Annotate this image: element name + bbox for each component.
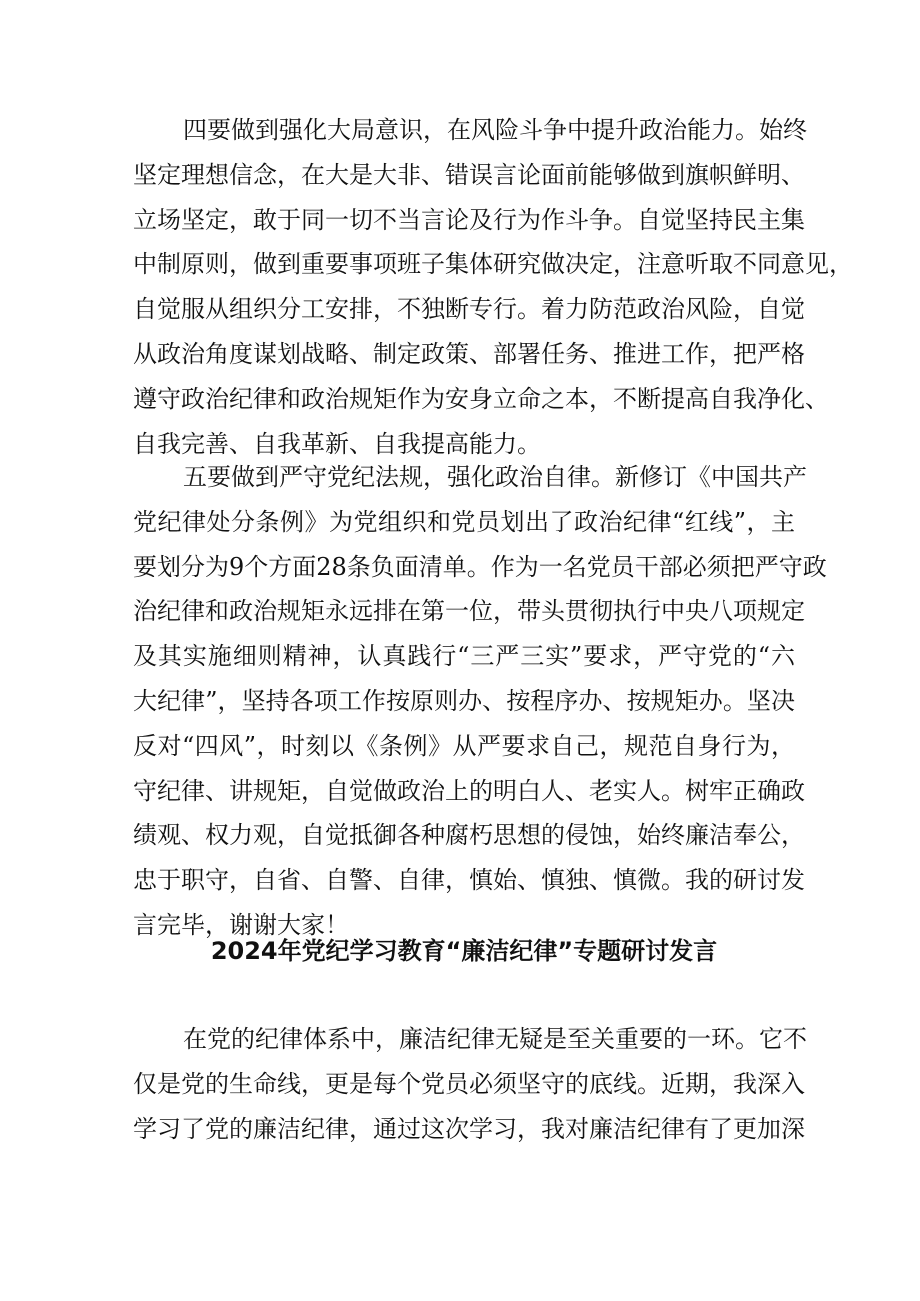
paragraph-line: 自觉服从组织分工安排，不独断专行。着力防范政治风险，自觉 — [133, 295, 805, 324]
paragraph-2 — [133, 455, 827, 948]
paragraph-line: 忠于职守，自省、自警、自律，慎始、慎独、慎微。我的研讨发 — [133, 866, 805, 895]
paragraph-line: 言完毕，谢谢大家！ — [133, 910, 349, 939]
paragraph-line: 党纪律处分条例》为党组织和党员划出了政治纪律“红线”，主 — [133, 507, 795, 536]
paragraph-3 — [133, 1017, 807, 1151]
paragraph-line: 要划分为9个方面28条负面清单。作为一名党员干部必须把严守政 — [133, 552, 827, 581]
paragraph-line: 五要做到严守党纪法规，强化政治自律。新修订《中国共产 — [183, 463, 807, 491]
paragraph-line: 绩观、权力观，自觉抵御各种腐朽思想的侵蚀，始终廉洁奉公， — [133, 821, 805, 850]
paragraph-line: 守纪律、讲规矩，自觉做政治上的明白人、老实人。树牢正确政 — [133, 776, 805, 805]
section-heading: 2024年党纪学习教育“廉洁纪律”专题研讨发言 — [210, 937, 718, 965]
paragraph-line: 反对“四风”，时刻以《条例》从严要求自己，规范自身行为， — [133, 731, 795, 760]
paragraph-line: 仅是党的生命线，更是每个党员必须坚守的底线。近期，我深入 — [133, 1069, 805, 1098]
paragraph-line: 在党的纪律体系中，廉洁纪律无疑是至关重要的一环。它不 — [183, 1025, 807, 1053]
paragraph-line: 及其实施细则精神，认真践行“三严三实”要求，严守党的“六 — [133, 642, 795, 671]
paragraph-line: 遵守政治纪律和政治规矩作为安身立命之本，不断提高自我净化、 — [133, 384, 829, 413]
paragraph-line: 立场坚定，敢于同一切不当言论及行为作斗争。自觉坚持民主集 — [133, 205, 805, 234]
paragraph-line: 从政治角度谋划战略、制定政策、部署任务、推进工作，把严格 — [133, 339, 805, 368]
paragraph-line: 自我完善、自我革新、自我提高能力。 — [133, 429, 541, 458]
paragraph-line: 治纪律和政治规矩永远排在第一位，带头贯彻执行中央八项规定 — [133, 597, 805, 626]
paragraph-1 — [133, 108, 853, 466]
paragraph-line: 坚定理想信念，在大是大非、错误言论面前能够做到旗帜鲜明、 — [133, 160, 805, 189]
paragraph-line: 大纪律”，坚持各项工作按原则办、按程序办、按规矩办。坚决 — [133, 686, 795, 715]
paragraph-line: 四要做到强化大局意识，在风险斗争中提升政治能力。始终 — [183, 116, 807, 144]
paragraph-line: 学习了党的廉洁纪律，通过这次学习，我对廉洁纪律有了更加深 — [133, 1114, 805, 1143]
paragraph-line: 中制原则，做到重要事项班子集体研究做决定，注意听取不同意见， — [133, 250, 853, 279]
